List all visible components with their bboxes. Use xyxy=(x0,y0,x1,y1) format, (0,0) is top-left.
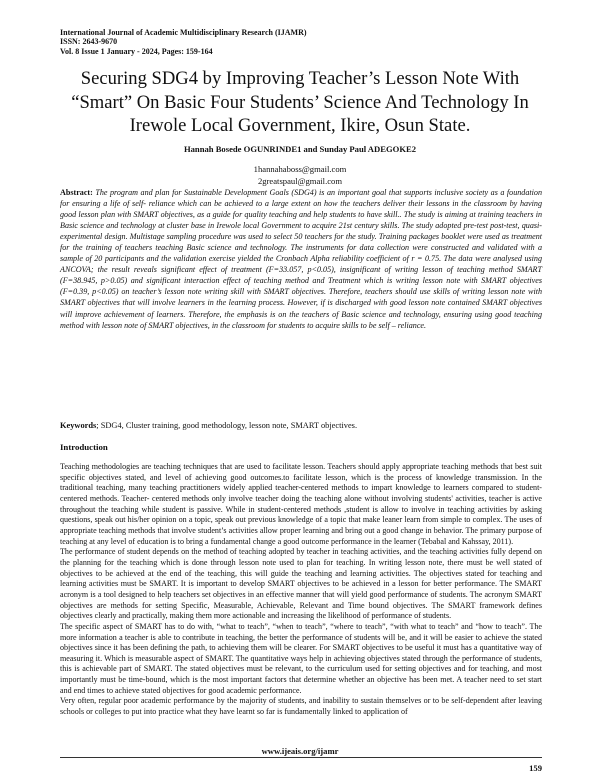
body-paragraph: Teaching methodologies are teaching techniques that are used to facilitate lesson. Teachers should apply appropriate teaching methods that best suit specific objectives stated, and level of achieving good outcomes.to facilitate lesson, which is the process of knowledge transmission. In the traditional teaching, many teaching practitioners widely applied teacher-centered methods to impart knowledge to learners compared to student-centered methods. Teacher- centered methods only involve teacher doing the teaching alone without involving students' activities, teacher is active throughout the teaching while student is passive. While in student-centered methods ,student is allow to involve in teaching activities by asking questions, speak out his/her opinion on a topic, speak out previous knowledge of a topic that make leaner learn from simple to complex. The uses of appropriate teaching methods that involve student’s activities allow proper learning and bring out a good change in behavior. The primary purpose of teaching at any level of education is to bring a fundamental change a good outcome performance in the learner (Tebabal and Kahssay, 2011). xyxy=(60,462,542,546)
abstract xyxy=(60,187,542,331)
footer-divider xyxy=(60,757,542,758)
body-paragraph: The performance of student depends on the method of teaching adopted by teacher in teaching activities, and the teaching activities fully depend on the planning for the teaching which is done through lesson note used to plan for teaching. In writing lesson note, there must be well stated of objectives to be achieved at the end of the teaching, this will guide the teaching and learning activities. The objectives stated for teaching and learning activities must be SMART. It is important to develop SMART objectives to be achieved in a lesson for better performance. The SMART acronym is a tool designed to help teachers set objectives in an effective manner that will yield good performance of students. The acronym SMART objectives are methods for setting Specific, Measurable, Achievable, Relevant and Time bound objectives. The SMART framework defines objectives clearly and practically, making them more actionable and increasing the likelihood of performance of students. xyxy=(60,547,542,621)
keywords-label: Keywords xyxy=(60,421,97,430)
abstract-text: The program and plan for Sustainable Development Goals (SDG4) is an important goal that supports inclusive society as a foundation for ensuring a life of self- reliance which can be achieved to a large extent on how the teachers deliver their lessons in the classroom by having good lesson plan with SMART objectives, as a guide for quality teaching and help students to have skill.. The study is aiming at training teachers in Basic science and technology at cluster base in Irewole local Government to acquire 21st century skills. The study adopted pre-test post-test, quasi- experimental design. Multistage sampling procedure was used to select 50 teachers for the study. Training packages booklet were used as treatment for the training of teachers teaching Basic science and technology. The instruments for data collection were constructed and validated with a sample of 20 participants and the validation exercise yielded the Cronbach Alpha reliability coefficient of r = 0.75. The data were analysed using ANCOVA; the result reveals significant effect of treatment (F=33.057, p<0.05), insignificant of writing lesson of teaching method SMART (F=38.945, p>0.05) and significant interaction effect of teaching method and Treatment which is writing lesson note with SMART objectives (F=0.39, p<0.05) on teacher’s lesson note writing skill with SMART objectives. Therefore, teachers should use skills of writing lesson note with SMART objectives that will involve learners in the learning process. However, if is discharged with good lesson note contained SMART objectives will improve achievement of learners. Therefore, the emphasis is on the teachers of Basic science and technology, ensuring using good teaching method with lesson note of SMART objectives, in the classroom for students to acquire skills to be self – reliance. xyxy=(60,188,542,330)
body-paragraph: The specific aspect of SMART has to do with, “what to teach”, “when to teach”, “where to teach”, “with what to teach” and “how to teach”. The more information a teacher is able to contribute in teaching, the better the performance of students will be, and it will be easier to achieve the stated objectives since it has been defining the path, to achieving them will be clearer. For SMART objectives to be useful it must has a quantitative way of measuring it. Which is measurable aspect of SMART. The quantitative ways help in achieving objectives stated through the performance of students, this is achievable part of SMART. The stated objectives must be relevant, to the curriculum used for setting objectives and for teaching, and most importantly must be time-bound, which is the most important factors that determine whether an objective has been met. A teacher need to set start and end times to achieve stated objectives for good academic performance. xyxy=(60,621,542,695)
author-emails xyxy=(60,164,540,187)
paper-authors: Hannah Bosede OGUNRINDE1 and Sunday Paul ADEGOKE2 xyxy=(183,144,417,154)
introduction-body xyxy=(60,462,542,718)
journal-name: International Journal of Academic Multidisciplinary Research (IJAMR) xyxy=(60,28,307,37)
abstract-label: Abstract: xyxy=(60,188,93,197)
journal-volume: Vol. 8 Issue 1 January - 2024, Pages: 159-164 xyxy=(60,46,213,56)
keywords-text: ; SDG4, Cluster training, good methodology, lesson note, SMART objectives. xyxy=(96,421,358,430)
author-email-1: 1hannahaboss@gmail.com xyxy=(253,164,347,174)
author-email-2: 2greatspaul@gmail.com xyxy=(257,175,343,186)
page-number: 159 xyxy=(529,763,542,773)
journal-header xyxy=(60,28,540,56)
body-paragraph: Very often, regular poor academic performance by the majority of students, and inability to sustain themselves or to be self-dependent after leaving schools or colleges to put into practice what they have learnt so far is fundamentally linked to application of xyxy=(60,696,542,717)
paper-title: Securing SDG4 by Improving Teacher’s Lesson Note With “Smart” On Basic Four Students’ Science And Technology In Irewole Local Government, Ikire, Osun State. xyxy=(71,68,529,137)
keywords xyxy=(60,421,542,430)
footer-url: www.ijeais.org/ijamr xyxy=(261,746,339,756)
introduction-heading: Introduction xyxy=(60,442,108,452)
journal-issn: ISSN: 2643-9670 xyxy=(60,37,118,47)
